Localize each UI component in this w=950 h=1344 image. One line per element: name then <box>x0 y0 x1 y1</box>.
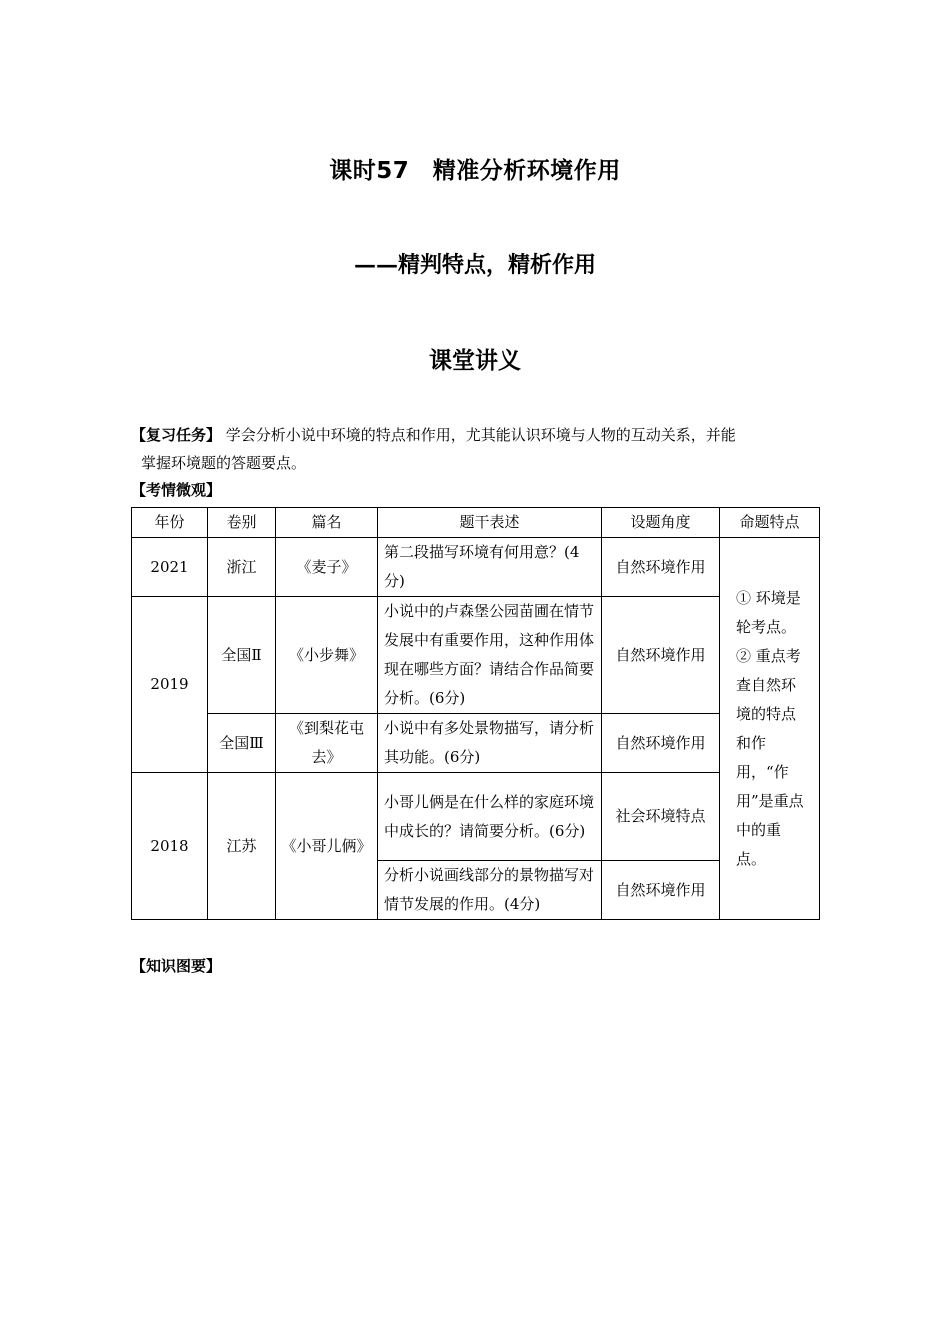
header-paper: 卷别 <box>208 508 276 538</box>
table-header-row <box>132 508 820 538</box>
paper-cell: 浙江 <box>208 538 276 597</box>
year-cell: 2018 <box>132 773 208 920</box>
header-year: 年份 <box>132 508 208 538</box>
paper-cell: 江苏 <box>208 773 276 920</box>
table-row <box>132 538 820 597</box>
question-cell: 分析小说画线部分的景物描写对情节发展的作用。(4分) <box>378 861 602 920</box>
question-cell: 第二段描写环境有何用意？(4分) <box>378 538 602 597</box>
header-title: 篇名 <box>276 508 378 538</box>
exam-overview-label: 【考情微观】 <box>131 481 222 499</box>
lesson-title: 课时57 精准分析环境作用 <box>329 158 621 184</box>
feature-cell: ① 环境是轮考点。② 重点考查自然环境的特点和作用，“作用”是重点中的重点。 <box>720 538 820 920</box>
review-task-label: 【复习任务】 <box>131 426 222 444</box>
table-row <box>132 597 820 714</box>
review-task-text-line1: 学会分析小说中环境的特点和作用，尤其能认识环境与人物的互动关系，并能 <box>225 426 736 444</box>
header-angle: 设题角度 <box>602 508 720 538</box>
table-row <box>132 714 820 773</box>
year-cell: 2019 <box>132 597 208 773</box>
review-task-text-line2: 掌握环境题的答题要点。 <box>141 454 307 472</box>
paper-cell: 全国Ⅲ <box>208 714 276 773</box>
paper-cell: 全国Ⅱ <box>208 597 276 714</box>
header-feature: 命题特点 <box>720 508 820 538</box>
angle-cell: 自然环境作用 <box>602 597 720 714</box>
angle-cell: 社会环境特点 <box>602 773 720 861</box>
header-question: 题干表述 <box>378 508 602 538</box>
question-cell: 小说中有多处景物描写，请分析其功能。(6分) <box>378 714 602 773</box>
knowledge-map-label: 【知识图要】 <box>131 957 222 975</box>
year-cell: 2021 <box>132 538 208 597</box>
title-cell: 《到梨花屯去》 <box>276 714 378 773</box>
angle-cell: 自然环境作用 <box>602 861 720 920</box>
angle-cell: 自然环境作用 <box>602 538 720 597</box>
title-cell: 《小哥儿俩》 <box>276 773 378 920</box>
review-task <box>131 421 821 477</box>
question-cell: 小哥儿俩是在什么样的家庭环境中成长的？请简要分析。(6分) <box>378 773 602 861</box>
title-cell: 《小步舞》 <box>276 597 378 714</box>
table-row <box>132 773 820 861</box>
exam-table <box>131 507 820 920</box>
question-cell: 小说中的卢森堡公园苗圃在情节发展中有重要作用，这种作用体现在哪些方面？请结合作品简要分析。(6分) <box>378 597 602 714</box>
section-heading: 课堂讲义 <box>429 348 521 374</box>
lesson-subtitle: ——精判特点，精析作用 <box>353 252 596 278</box>
angle-cell: 自然环境作用 <box>602 714 720 773</box>
title-cell: 《麦子》 <box>276 538 378 597</box>
